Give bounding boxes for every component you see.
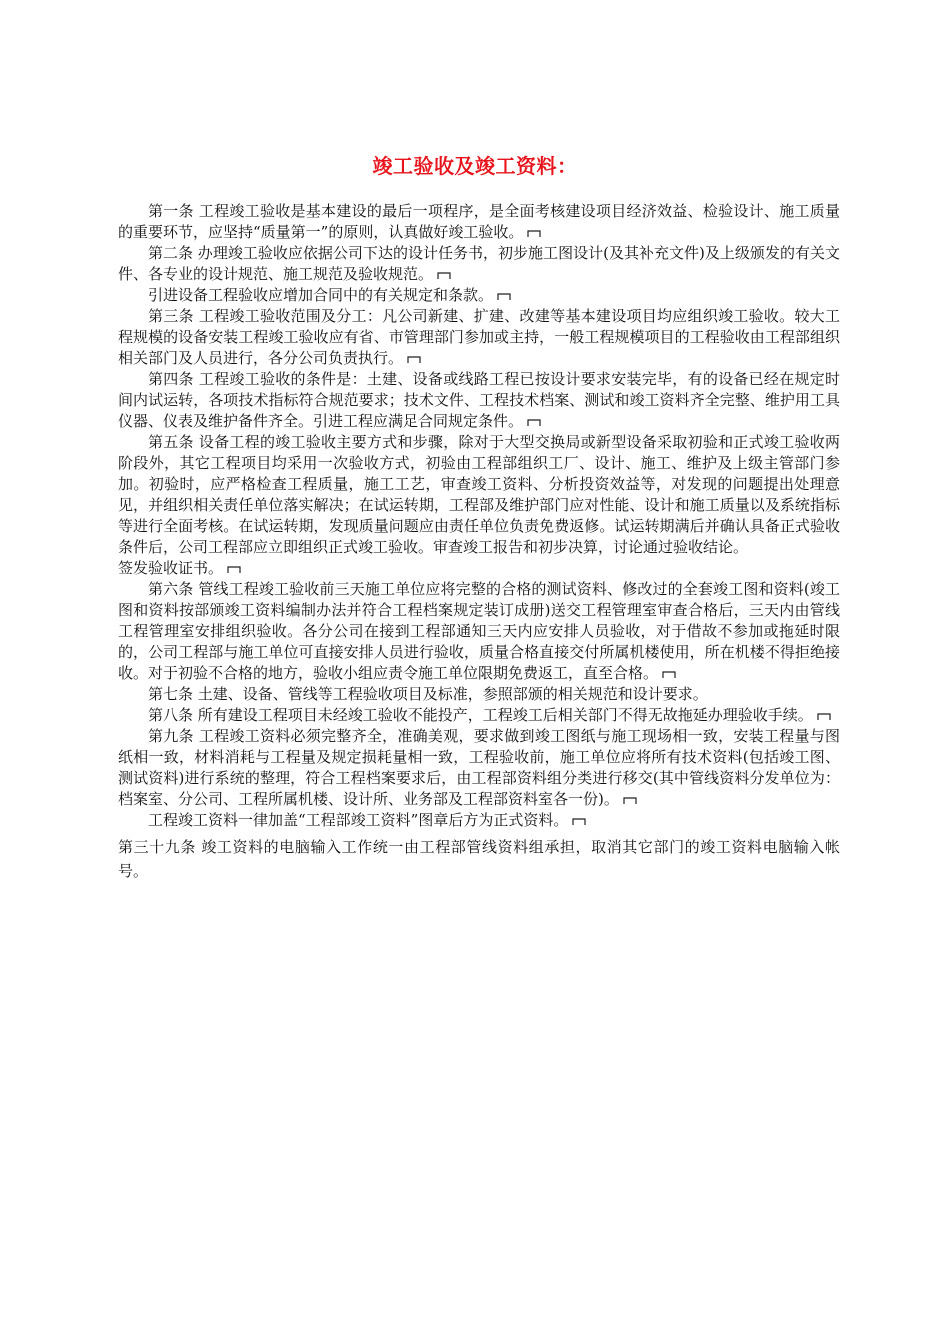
paragraph-text: 引进设备工程验收应增加合同中的有关规定和条款。 [148,286,494,304]
paragraph-text: 第三十九条 竣工资料的电脑输入工作统一由工程部管线资料组承担，取消其它部门的竣工资料电脑输入帐号。 [118,838,840,880]
paragraph [118,201,840,243]
paragraph-text: 第六条 管线工程竣工验收前三天施工单位应将完整的合格的测试资料、修改过的全套竣工图和资料(竣工图和资料按部颁竣工资料编制办法并符合工程档案规定装订成册)送交工程管理室审查合格后，三天内由管线工程管理室安排组织验收。各分公司在接到工程部通知三天内应安排人员验收，对于借故不参加或拖延时限的，公司工程部与施工单位可直接安排人员进行验收，质量合格直接交付所属机楼使用，所在机楼不得拒绝接收。对于初验不合格的地方，验收小组应责令施工单位限期免费返工，直至合格。 [118,580,840,682]
paragraph-mark-icon [407,356,421,364]
paragraph [118,810,840,831]
paragraph [118,369,840,432]
paragraph [118,306,840,369]
paragraph [118,705,840,726]
document-body [118,201,840,883]
paragraph-mark-icon [497,293,511,301]
paragraph-mark-icon [527,419,541,427]
paragraph-mark-icon [527,230,541,238]
paragraph-text: 第二条 办理竣工验收应依据公司下达的设计任务书，初步施工图设计(及其补充文件)及上级颁发的有关文件、各专业的设计规范、施工规范及验收规范。 [118,244,840,283]
paragraph-text: 第八条 所有建设工程项目未经竣工验收不能投产，工程竣工后相关部门不得无故拖延办理验收手续。 [148,706,813,724]
paragraph-mark-icon [437,272,451,280]
paragraph-text: 第五条 设备工程的竣工验收主要方式和步骤，除对于大型交换局或新型设备采取初验和正式竣工验收两阶段外，其它工程项目均采用一次验收方式，初验由工程部组织工厂、设计、施工、维护及上级主管部门参加。初验时，应严格检查工程质量，施工工艺，审查竣工资料、分析投资效益等，对发现的问题提出处理意见，并组织相关责任单位落实解决；在试运转期，工程部及维护部门应对性能、设计和施工质量以及系统指标等进行全面考核。在试运转期，发现质量问题应由责任单位负责免费返修。试运转期满后并确认具备正式验收条件后，公司工程部应立即组织正式竣工验收。审查竣工报告和初步决算，讨论通过验收结论。 [118,433,840,556]
paragraph-text: 工程竣工资料一律加盖“工程部竣工资料”图章后方为正式资料。 [148,811,569,829]
paragraph-mark-icon [227,566,241,574]
paragraph-text: 第四条 工程竣工验收的条件是：土建、设备或线路工程已按设计要求安装完毕，有的设备已经在规定时间内试运转，各项技术指标符合规范要求；技术文件、工程技术档案、测试和竣工资料齐全完整、维护用工具仪器、仪表及维护备件齐全。引进工程应满足合同规定条件。 [118,370,840,430]
paragraph [118,558,840,579]
paragraph-mark-icon [817,713,831,721]
paragraph-text: 签发验收证书。 [118,559,224,577]
paragraph [118,579,840,684]
paragraph-text: 第七条 土建、设备、管线等工程验收项目及标准，参照部颁的相关规范和设计要求。 [148,685,708,703]
paragraph [118,285,840,306]
paragraph [118,432,840,558]
paragraph-text: 第三条 工程竣工验收范围及分工：凡公司新建、扩建、改建等基本建设项目均应组织竣工验收。较大工程规模的设备安装工程竣工验收应有省、市管理部门参加或主持，一般工程规模项目的工程验收由工程部组织相关部门及人员进行，各分公司负责执行。 [118,307,840,367]
paragraph [118,835,840,883]
paragraph-mark-icon [572,818,586,826]
paragraph-text: 第一条 工程竣工验收是基本建设的最后一项程序，是全面考核建设项目经济效益、检验设计、施工质量的重要环节，应坚持“质量第一”的原则，认真做好竣工验收。 [118,202,840,241]
paragraph-text: 第九条 工程竣工资料必须完整齐全，准确美观，要求做到竣工图纸与施工现场相一致，安装工程量与图纸相一致，材料消耗与工程量及规定损耗量相一致，工程验收前，施工单位应将所有技术资料(包括竣工图、测试资料)进行系统的整理，符合工程档案要求后，由工程部资料组分类进行移交(其中管线资料分发单位为：档案室、分公司、工程所属机楼、设计所、业务部及工程部资料室各一份)。 [118,727,840,808]
paragraph [118,243,840,285]
paragraph-mark-icon [623,797,637,805]
paragraph-mark-icon [662,671,676,679]
page-title: 竣工验收及竣工资料： [372,154,578,178]
paragraph [118,726,840,810]
paragraph [118,684,840,705]
